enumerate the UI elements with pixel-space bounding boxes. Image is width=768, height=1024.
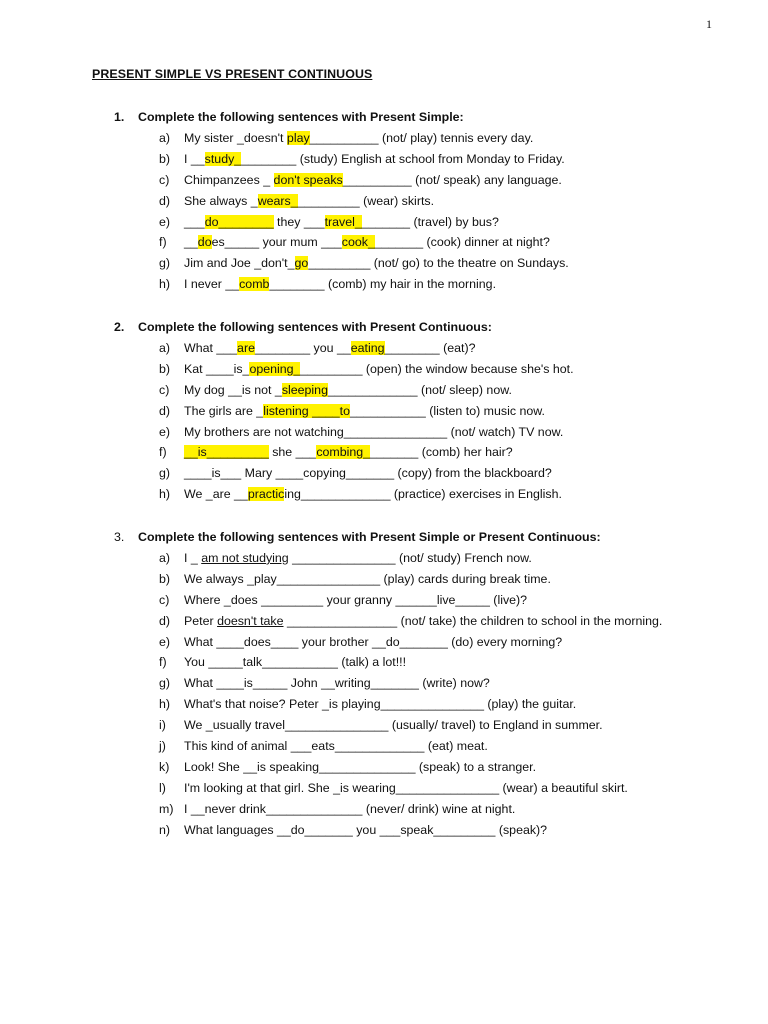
sentence-item [159, 404, 545, 418]
sentence-text: I _ [184, 550, 202, 565]
sentence-text: Peter [184, 613, 218, 628]
sentence-text: Look! She __is speaking______________ (speak) to a stranger. [184, 759, 537, 774]
item-letter: e) [159, 634, 171, 649]
sentence-text: _________ (not/ go) to the theatre on Sundays. [308, 256, 569, 271]
item-letter: e) [159, 214, 171, 229]
sentence-item [159, 173, 562, 187]
highlighted-answer: travel_ [324, 214, 362, 229]
sentence-text: ________ (comb) my hair in the morning. [269, 277, 497, 292]
sentence-text: _____________ (not/ sleep) now. [327, 382, 512, 397]
sentence-text: Chimpanzees _ [184, 172, 274, 187]
worksheet-title: PRESENT SIMPLE VS PRESENT CONTINUOUS [92, 67, 373, 81]
sentence-text: __________ (not/ speak) any language. [342, 172, 562, 187]
item-letter: f) [159, 655, 167, 670]
item-letter: g) [159, 676, 171, 691]
item-letter: h) [159, 487, 171, 502]
item-letter: c) [159, 172, 170, 187]
sentence-text: The girls are _ [184, 403, 264, 418]
item-letter: m) [159, 801, 174, 816]
item-letter: d) [159, 403, 171, 418]
highlighted-answer: wears_ [257, 193, 298, 208]
sentence-item [159, 676, 490, 690]
sentence-item [159, 572, 551, 586]
sentence-item [159, 383, 512, 397]
sentence-text: __ [184, 235, 198, 250]
sentence-text: I __never drink______________ (never/ drink) wine at night. [184, 801, 516, 816]
sentence-item [159, 823, 547, 837]
sentence-item [159, 277, 496, 291]
item-letter: a) [159, 340, 171, 355]
highlighted-answer: don't speaks [273, 172, 343, 187]
exercise-number: 2. [114, 320, 125, 334]
sentence-item [159, 341, 475, 355]
sentence-text: You _____talk___________ (talk) a lot!!! [184, 655, 407, 670]
sentence-item [159, 551, 532, 565]
sentence-item [159, 215, 499, 229]
item-letter: c) [159, 382, 170, 397]
sentence-text: es_____ your mum ___ [211, 235, 342, 250]
highlighted-answer: eating [350, 340, 385, 355]
item-letter: l) [159, 780, 166, 795]
sentence-text: _________ (wear) skirts. [297, 193, 435, 208]
highlighted-answer: play [286, 130, 310, 145]
sentence-text: What's that noise? Peter _is playing_______________ (play) the guitar. [184, 697, 577, 712]
sentence-text: _______ (comb) her hair? [370, 445, 513, 460]
sentence-text: __________ (not/ play) tennis every day. [309, 130, 534, 145]
highlighted-answer: opening_ [249, 361, 301, 376]
sentence-item [159, 593, 527, 607]
sentence-item [159, 235, 550, 249]
sentence-text: My sister _doesn't [184, 130, 287, 145]
underlined-answer: am not studying [201, 550, 289, 565]
exercise-instruction: Complete the following sentences with Present Simple or Present Continuous: [138, 530, 601, 544]
sentence-item [159, 194, 434, 208]
highlighted-answer: practic [247, 487, 285, 502]
highlighted-answer: are [237, 340, 255, 355]
sentence-item [159, 131, 533, 145]
sentence-item [159, 614, 662, 628]
exercise-number: 1. [114, 110, 125, 124]
item-letter: b) [159, 361, 171, 376]
sentence-text: ________ (study) English at school from Monday to Friday. [241, 151, 565, 166]
sentence-text: We always _play_______________ (play) cards during break time. [184, 571, 551, 586]
sentence-text: ing_____________ (practice) exercises in English. [284, 487, 562, 502]
exercise-1-heading [114, 110, 464, 124]
highlighted-answer: comb [239, 277, 270, 292]
sentence-text: ___ [184, 214, 205, 229]
sentence-item [159, 718, 603, 732]
sentence-item [159, 425, 563, 439]
item-letter: b) [159, 571, 171, 586]
sentence-text: What ___ [184, 340, 238, 355]
sentence-text: _______________ (not/ study) French now. [288, 550, 532, 565]
item-letter: d) [159, 613, 171, 628]
underlined-answer: doesn't take [217, 613, 284, 628]
sentence-text: My dog __is not _ [184, 382, 282, 397]
sentence-text: What ____is_____ John __writing_______ (write) now? [184, 676, 490, 691]
item-letter: k) [159, 759, 170, 774]
highlighted-answer: sleeping [281, 382, 328, 397]
sentence-text: ________________ (not/ take) the children to school in the morning. [283, 613, 663, 628]
item-letter: f) [159, 235, 167, 250]
sentence-text: Jim and Joe _don't_ [184, 256, 295, 271]
item-letter: a) [159, 130, 171, 145]
sentence-item [159, 635, 562, 649]
highlighted-answer: listening ____to [263, 403, 351, 418]
highlighted-answer: go [294, 256, 309, 271]
sentence-item [159, 739, 488, 753]
exercise-3-heading [114, 530, 601, 544]
item-letter: d) [159, 193, 171, 208]
item-letter: i) [159, 718, 166, 733]
exercise-2-heading [114, 320, 492, 334]
highlighted-answer: combing_ [316, 445, 371, 460]
item-letter: e) [159, 424, 171, 439]
exercise-instruction: Complete the following sentences with Present Simple: [138, 110, 464, 124]
sentence-text: This kind of animal ___eats_____________ (eat) meat. [184, 739, 488, 753]
sentence-item [159, 781, 628, 795]
sentence-text: I __ [184, 151, 205, 166]
item-letter: g) [159, 256, 171, 271]
sentence-item [159, 256, 569, 270]
sentence-item [159, 655, 406, 669]
item-letter: h) [159, 697, 171, 712]
highlighted-answer: do [197, 235, 212, 250]
item-letter: f) [159, 445, 167, 460]
item-letter: h) [159, 277, 171, 292]
sentence-item [159, 760, 536, 774]
sentence-text: I never __ [184, 277, 240, 292]
exercise-number: 3. [114, 530, 125, 544]
item-letter: a) [159, 550, 171, 565]
sentence-item [159, 802, 515, 816]
sentence-text: What languages __do_______ you ___speak_________ (speak)? [184, 822, 548, 837]
sentence-text: I'm looking at that girl. She _is wearing_______________ (wear) a beautiful skirt. [184, 780, 628, 795]
sentence-text: ________ you __ [254, 340, 351, 355]
sentence-text: What ____does____ your brother __do_______ (do) every morning? [184, 634, 563, 649]
sentence-item [159, 362, 574, 376]
sentence-item [159, 445, 513, 459]
sentence-text: _______ (cook) dinner at night? [374, 235, 550, 250]
sentence-text: she ___ [268, 445, 317, 460]
sentence-text: My brothers are not watching_______________ (not/ watch) TV now. [184, 424, 564, 439]
sentence-text: ____is___ Mary ____copying_______ (copy) from the blackboard? [184, 466, 552, 481]
item-letter: j) [159, 739, 166, 753]
page-number: 1 [706, 17, 712, 31]
highlighted-answer: cook_ [341, 235, 375, 250]
highlighted-answer: do________ [204, 214, 274, 229]
sentence-text: Where _does _________ your granny ______live_____ (live)? [184, 592, 528, 607]
sentence-text: We _usually travel_______________ (usually/ travel) to England in summer. [184, 718, 603, 733]
sentence-text: they ___ [273, 214, 325, 229]
sentence-text: ___________ (listen to) music now. [350, 403, 545, 418]
sentence-item [159, 697, 576, 711]
sentence-text: ________ (eat)? [384, 340, 476, 355]
exercise-instruction: Complete the following sentences with Present Continuous: [138, 320, 492, 334]
sentence-item [159, 466, 552, 480]
sentence-text: _________ (open) the window because she's hot. [300, 361, 574, 376]
item-letter: b) [159, 151, 171, 166]
highlighted-answer: __is_________ [184, 445, 269, 460]
sentence-text: Kat ____is_ [184, 361, 250, 376]
highlighted-answer: study_ [204, 151, 242, 166]
sentence-text: _______ (travel) by bus? [361, 214, 499, 229]
sentence-text: We _are __ [184, 487, 248, 502]
item-letter: n) [159, 822, 171, 837]
sentence-item [159, 487, 562, 501]
sentence-text: She always _ [184, 193, 258, 208]
item-letter: c) [159, 592, 170, 607]
sentence-item [159, 152, 565, 166]
item-letter: g) [159, 466, 171, 481]
